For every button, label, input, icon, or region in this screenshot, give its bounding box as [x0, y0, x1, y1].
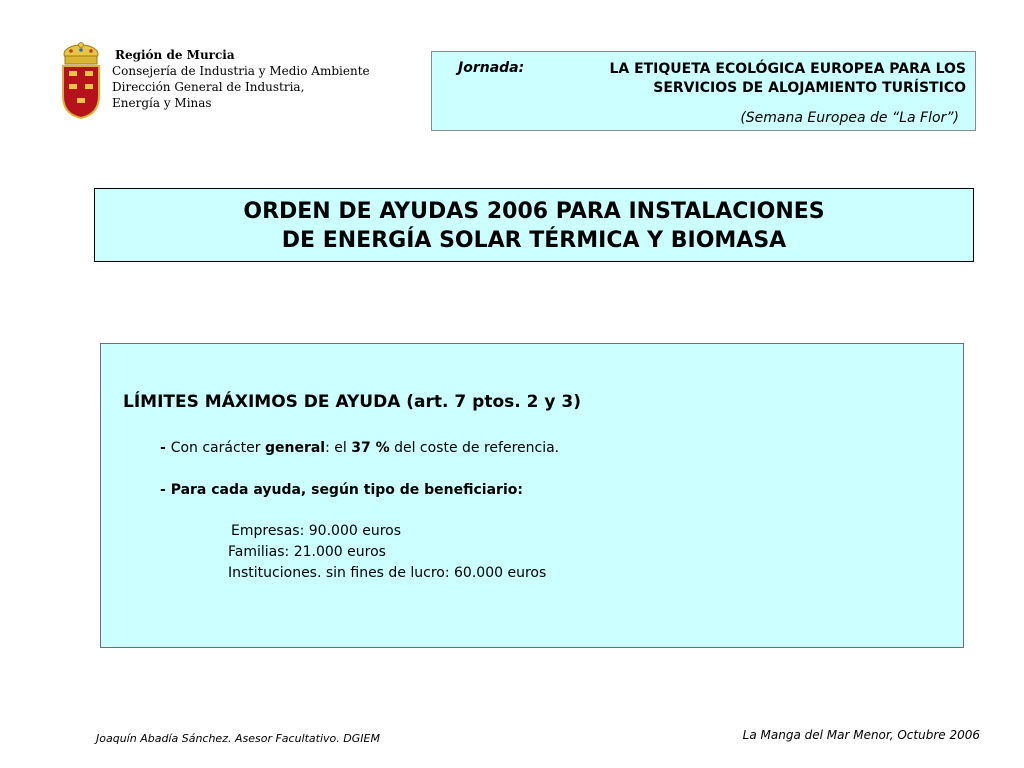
bullet-beneficiario [160, 482, 523, 498]
jornada-title [609, 60, 966, 98]
bullet-beneficiario-text: Para cada ayuda, según tipo de beneficiario: [170, 482, 523, 498]
jornada-box [431, 51, 976, 131]
jornada-label: Jornada: [458, 60, 525, 76]
jornada-title-line1: LA ETIQUETA ECOLÓGICA EUROPEA PARA LOS [609, 61, 966, 77]
bullet-general-mid: : el [325, 440, 352, 456]
bullet-general [160, 440, 559, 456]
org-name: Región de Murcia [115, 48, 235, 62]
org-line-consejeria: Consejería de Industria y Medio Ambiente [112, 64, 370, 78]
limits-heading: LÍMITES MÁXIMOS DE AYUDA (art. 7 ptos. 2 y 3) [123, 392, 581, 412]
organization-block [112, 47, 370, 111]
main-title-line2: DE ENERGÍA SOLAR TÉRMICA Y BIOMASA [281, 228, 787, 253]
region-murcia-coat-of-arms-logo [60, 42, 102, 120]
bullet-general-bold-general: general [264, 440, 326, 456]
limits-content-box [100, 343, 964, 648]
amount-empresas: Empresas: 90.000 euros [231, 523, 401, 539]
org-line-energia: Energía y Minas [112, 96, 212, 110]
amount-instituciones: Instituciones. sin fines de lucro: 60.000 euros [228, 565, 547, 581]
bullet-dash: - [160, 440, 171, 456]
bullet-general-suffix: del coste de referencia. [389, 440, 560, 456]
main-title-line1: ORDEN DE AYUDAS 2006 PARA INSTALACIONES [243, 199, 825, 224]
main-title-box [94, 188, 974, 262]
amount-familias: Familias: 21.000 euros [228, 544, 386, 560]
jornada-title-line2: SERVICIOS DE ALOJAMIENTO TURÍSTICO [653, 80, 966, 96]
bullet-dash: - [160, 482, 171, 498]
bullet-general-percent: 37 % [351, 440, 390, 456]
org-line-direccion: Dirección General de Industria, [112, 80, 305, 94]
bullet-general-prefix: Con carácter [170, 440, 265, 456]
footer-place-date: La Manga del Mar Menor, Octubre 2006 [742, 728, 980, 742]
jornada-subtitle: (Semana Europea de “La Flor”) [740, 110, 959, 126]
footer-author: Joaquín Abadía Sánchez. Asesor Facultativo. DGIEM [96, 732, 380, 745]
